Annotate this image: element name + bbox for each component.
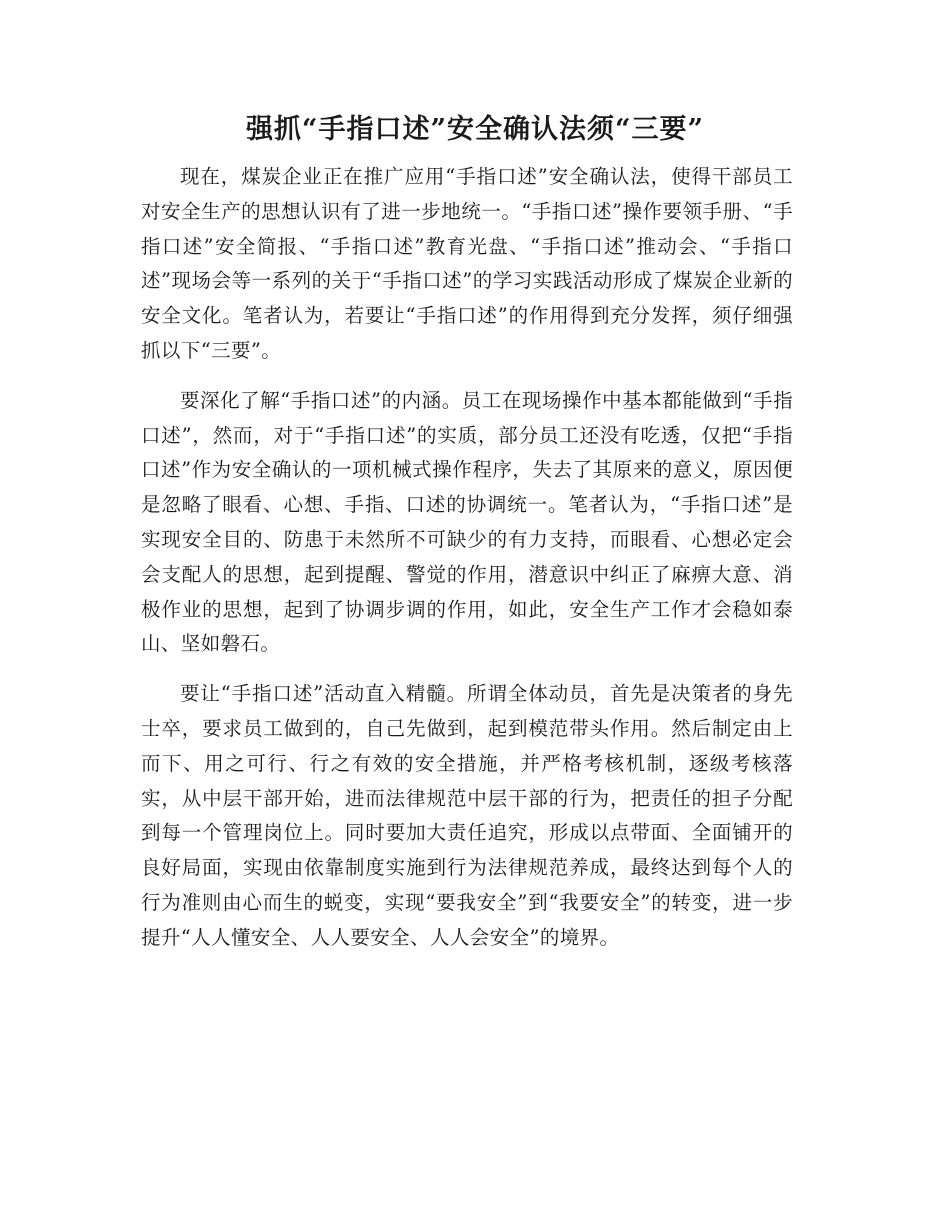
paragraph-intro: 现在，煤炭企业正在推广应用“手指口述”安全确认法，使得干部员工对安全生产的思想认识有了进一步地统一。“手指口述”操作要领手册、“手指口述”安全简报、“手指口述”教育光盘、“手指口述”推动会、“手指口述”现场会等一系列的关于“手指口述”的学习实践活动形成了煤炭企业新的安全文化。笔者认为，若要让“手指口述”的作用得到充分发挥，须仔细强抓以下“三要”。: [141, 165, 793, 362]
paragraph-point-two: 要让“手指口述”活动直入精髓。所谓全体动员，首先是决策者的身先士卒，要求员工做到的，自己先做到，起到模范带头作用。然后制定由上而下、用之可行、行之有效的安全措施，并严格考核机制，逐级考核落实，从中层干部开始，进而法律规范中层干部的行为，把责任的担子分配到每一个管理岗位上。同时要加大责任追究，形成以点带面、全面铺开的良好局面，实现由依靠制度实施到行为法律规范养成，最终达到每个人的行为准则由心而生的蜕变，实现“要我安全”到“我要安全”的转变，进一步提升“人人懂安全、人人要安全、人人会安全”的境界。: [141, 682, 793, 949]
document-title: 强抓“手指口述”安全确认法须“三要”: [245, 114, 705, 145]
paragraph-point-one: 要深化了解“手指口述”的内涵。员工在现场操作中基本都能做到“手指口述”，然而，对于“手指口述”的实质，部分员工还没有吃透，仅把“手指口述”作为安全确认的一项机械式操作程序，失去了其原来的意义，原因便是忽略了眼看、心想、手指、口述的协调统一。笔者认为，“手指口述”是实现安全目的、防患于未然所不可缺少的有力支持，而眼看、心想必定会会支配人的思想，起到提醒、警觉的作用，潜意识中纠正了麻痹大意、消极作业的思想，起到了协调步调的作用，如此，安全生产工作才会稳如泰山、坚如磐石。: [141, 388, 793, 656]
document-body: [141, 160, 793, 971]
